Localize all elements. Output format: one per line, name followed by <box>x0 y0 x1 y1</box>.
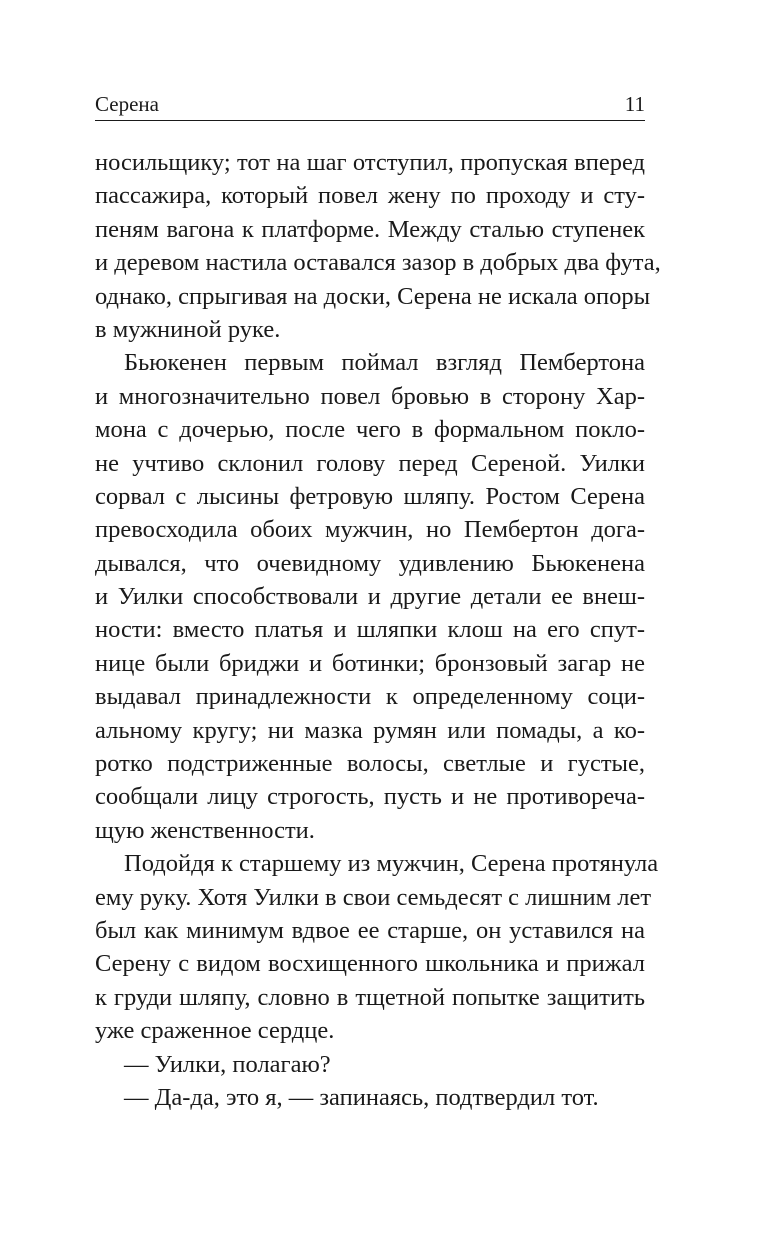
page-number: 11 <box>624 92 645 116</box>
text-line: и Уилки способствовали и другие детали ее внеш- <box>95 583 645 611</box>
paragraph <box>95 146 661 346</box>
text-line: альному кругу; ни мазка румян или помады, а ко- <box>95 716 645 744</box>
text-line: пассажира, который повел жену по проходу и сту- <box>95 182 645 210</box>
text-line: был как минимум вдвое ее старше, он уставился на <box>95 916 645 944</box>
text-line: превосходила обоих мужчин, но Пембертон дога- <box>95 516 645 544</box>
text-line: — Уилки, полагаю? <box>124 1050 331 1078</box>
text-line: однако, спрыгивая на доски, Серена не искала опоры <box>95 282 651 310</box>
text-line: ности: вместо платья и шляпки клош на его спут- <box>95 616 645 644</box>
text-line: — Да-да, это я, — запинаясь, подтвердил тот. <box>124 1083 599 1111</box>
paragraph <box>95 1081 645 1114</box>
text-line: пеням вагона к платформе. Между сталью ступенек <box>95 215 645 243</box>
text-line: Подойдя к старшему из мужчин, Серена протянула <box>124 850 659 878</box>
running-title: Серена <box>95 92 159 116</box>
text-line: Серену с видом восхищенного школьника и прижал <box>95 950 645 978</box>
text-line: не учтиво склонил голову перед Сереной. Уилки <box>95 449 645 477</box>
text-line: выдавал принадлежности к определенному соци- <box>95 683 645 711</box>
text-line: к груди шляпу, словно в тщетной попытке защитить <box>95 983 645 1011</box>
text-line: Бьюкенен первым поймал взгляд Пембертона <box>124 349 645 377</box>
body-text <box>95 146 661 1114</box>
text-line: носильщику; тот на шаг отступил, пропуская вперед <box>95 149 645 176</box>
paragraph <box>95 346 645 847</box>
book-page <box>95 90 661 1114</box>
paragraph <box>95 1048 645 1081</box>
text-line: ротко подстриженные волосы, светлые и густые, <box>95 750 645 778</box>
text-line: мона с дочерью, после чего в формальном покло- <box>95 416 645 444</box>
text-line: и деревом настила оставался зазор в добрых два фута, <box>95 249 661 277</box>
text-line: нице были бриджи и ботинки; бронзовый загар не <box>95 649 645 677</box>
text-line: сообщали лицу строгость, пусть и не противореча- <box>95 783 645 811</box>
text-line: дывался, что очевидному удивлению Бьюкенена <box>95 549 645 577</box>
running-header <box>95 90 645 121</box>
text-line: в мужниной руке. <box>95 315 281 343</box>
text-line: щую женственности. <box>95 816 315 844</box>
text-line: и многозначительно повел бровью в сторону Хар- <box>95 382 645 410</box>
text-line: уже сраженное сердце. <box>95 1017 335 1045</box>
text-line: ему руку. Хотя Уилки в свои семьдесят с лишним лет <box>95 883 652 911</box>
text-line: сорвал с лысины фетровую шляпу. Ростом Серена <box>95 482 645 510</box>
paragraph <box>95 847 659 1047</box>
